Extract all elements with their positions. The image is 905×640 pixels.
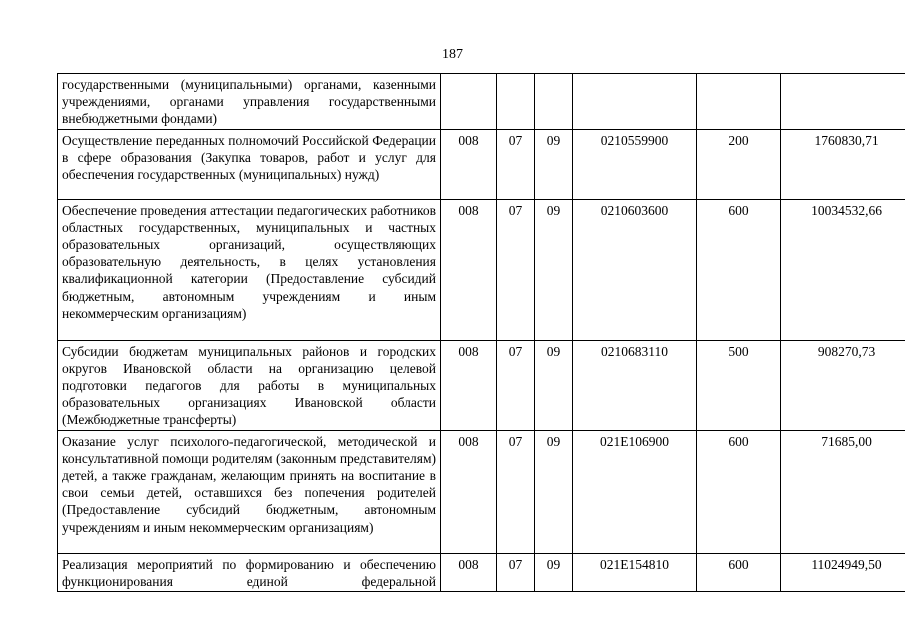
target-article-code: 0210683110 — [573, 340, 697, 430]
ministry-code: 008 — [441, 430, 497, 553]
target-article-code: 021E154810 — [573, 553, 697, 591]
target-article-code: 021E106900 — [573, 430, 697, 553]
page-number: 187 — [442, 47, 463, 62]
table-row — [58, 553, 905, 591]
amount: 908270,73 — [781, 340, 905, 430]
section-code: 07 — [497, 430, 535, 553]
target-article-code: 0210603600 — [573, 199, 697, 340]
section-code: 07 — [497, 129, 535, 199]
amount: 71685,00 — [781, 430, 905, 553]
subsection-code: 09 — [535, 553, 573, 591]
row-description: Субсидии бюджетам муниципальных районов и городских округов Ивановской области на организацию целевой подготовки педагогов для работы в муниципальных образовательных организациях Ивановской области (Межбюджетные трансферты) — [58, 340, 441, 430]
expense-type-code — [697, 74, 781, 130]
table-row — [58, 199, 905, 340]
ministry-code: 008 — [441, 199, 497, 340]
target-article-code: 0210559900 — [573, 129, 697, 199]
expense-type-code: 600 — [697, 430, 781, 553]
subsection-code: 09 — [535, 129, 573, 199]
subsection-code — [535, 74, 573, 130]
amount — [781, 74, 905, 130]
section-code — [497, 74, 535, 130]
subsection-code: 09 — [535, 430, 573, 553]
amount: 11024949,50 — [781, 553, 905, 591]
expense-type-code: 600 — [697, 199, 781, 340]
target-article-code — [573, 74, 697, 130]
section-code: 07 — [497, 199, 535, 340]
subsection-code: 09 — [535, 340, 573, 430]
table-row — [58, 340, 905, 430]
ministry-code — [441, 74, 497, 130]
row-description: Осуществление переданных полномочий Российской Федерации в сфере образования (Закупка товаров, работ и услуг для обеспечения государственных (муниципальных) нужд) — [58, 129, 441, 199]
row-description: государственными (муниципальными) органами, казенными учреждениями, органами управления государственными внебюджетными фондами) — [58, 74, 441, 130]
row-description: Оказание услуг психолого-педагогической, методической и консультативной помощи родителям (законным представителям) детей, а также гражданам, желающим принять на воспитание в свои семьи детей, оставшихся без попечения родителей (Предоставление субсидий бюджетным, автономным учреждениям и иным некоммерческим организациям) — [58, 430, 441, 553]
ministry-code: 008 — [441, 129, 497, 199]
table-row — [58, 430, 905, 553]
amount: 10034532,66 — [781, 199, 905, 340]
section-code: 07 — [497, 553, 535, 591]
ministry-code: 008 — [441, 340, 497, 430]
expense-type-code: 600 — [697, 553, 781, 591]
table-row — [58, 74, 905, 130]
subsection-code: 09 — [535, 199, 573, 340]
amount: 1760830,71 — [781, 129, 905, 199]
row-description: Обеспечение проведения аттестации педагогических работников областных государственных, муниципальных и частных образовательных организаций, осуществляющих образовательную деятельность, в целях установления квалификационной категории (Предоставление субсидий бюджетным, автономным учреждениям и иным некоммерческим организациям) — [58, 199, 441, 340]
budget-table — [57, 73, 905, 592]
section-code: 07 — [497, 340, 535, 430]
table-row — [58, 129, 905, 199]
ministry-code: 008 — [441, 553, 497, 591]
expense-type-code: 200 — [697, 129, 781, 199]
expense-type-code: 500 — [697, 340, 781, 430]
row-description: Реализация мероприятий по формированию и обеспечению функционирования единой федеральной — [58, 553, 441, 591]
